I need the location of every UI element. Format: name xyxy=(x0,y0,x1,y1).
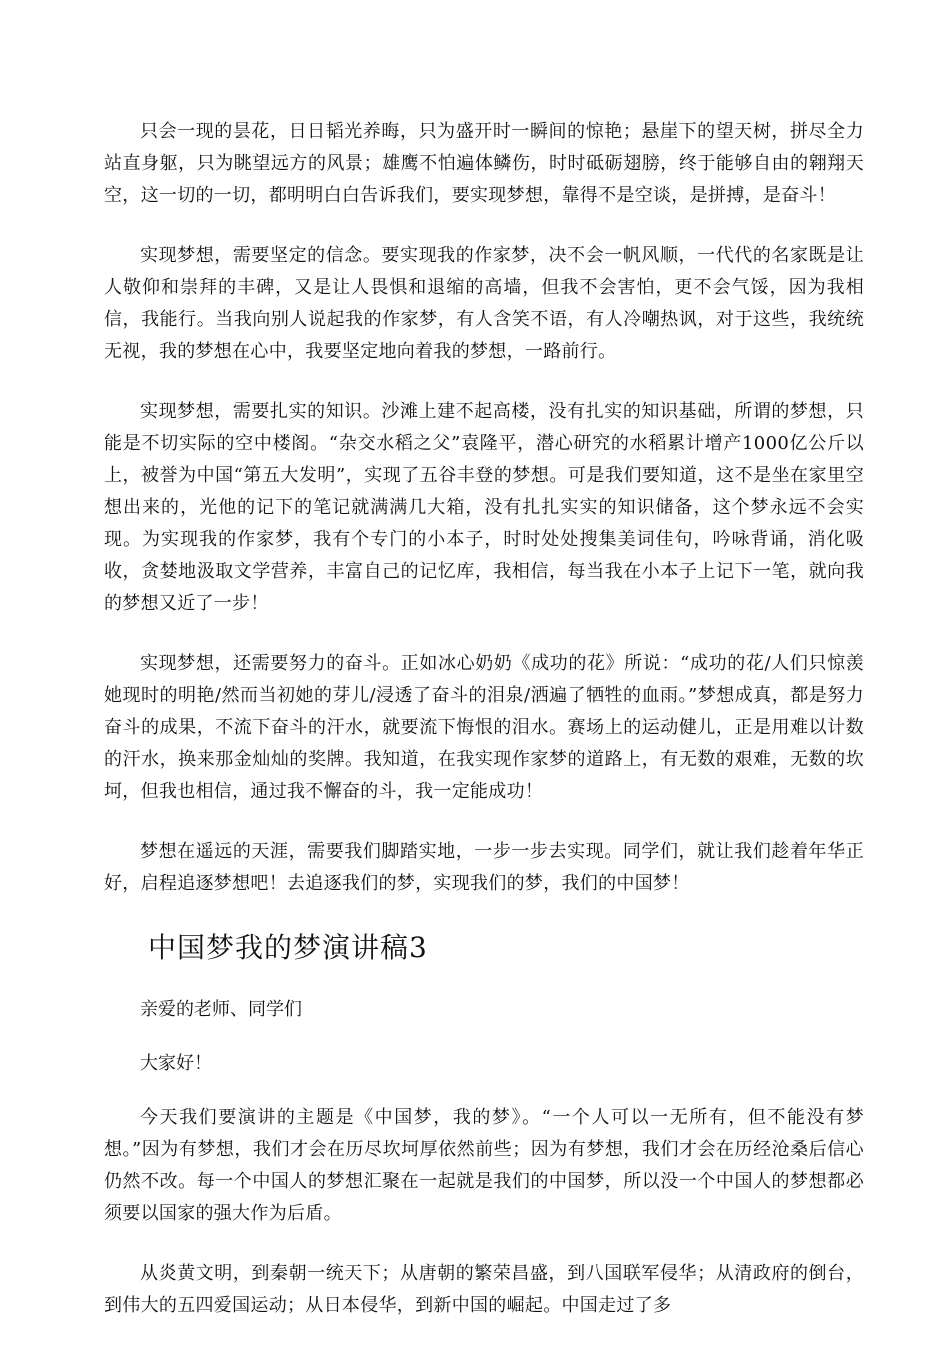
section-heading: 中国梦我的梦演讲稿3 xyxy=(148,931,428,964)
greeting: 大家好！ xyxy=(140,1053,212,1074)
paragraph-tanhua: 只会一现的昙花，日日韬光养晦，只为盛开时一瞬间的惊艳；悬崖下的望天树，拼尽全力站直身躯，只为眺望远方的风景；雄鹰不怕遍体鳞伤，时时砥砺翅膀，终于能够自由的翱翔天空，这一切的一切，都明明白白告诉我们，要实现梦想，靠得不是空谈，是拼搏，是奋斗！ xyxy=(104,121,864,206)
document-page xyxy=(104,116,864,1350)
salutation: 亲爱的老师、同学们 xyxy=(140,999,302,1020)
paragraph-history: 从炎黄文明，到秦朝一统天下；从唐朝的繁荣昌盛，到八国联军侵华；从清政府的倒台，到伟大的五四爱国运动；从日本侵华，到新中国的崛起。中国走过了多 xyxy=(104,1263,864,1316)
paragraph-belief: 实现梦想，需要坚定的信念。要实现我的作家梦，决不会一帆风顺，一代代的名家既是让人敬仰和崇拜的丰碑，又是让人畏惧和退缩的高墙，但我不会害怕，更不会气馁，因为我相信，我能行。当我向别人说起我的作家梦，有人含笑不语，有人冷嘲热讽，对于这些，我统统无视，我的梦想在心中，我要坚定地向着我的梦想，一路前行。 xyxy=(104,245,864,362)
paragraph-conclusion: 梦想在遥远的天涯，需要我们脚踏实地，一步一步去实现。同学们，就让我们趁着年华正好，启程追逐梦想吧！去追逐我们的梦，实现我们的梦，我们的中国梦！ xyxy=(104,841,864,894)
paragraph-struggle: 实现梦想，还需要努力的奋斗。正如冰心奶奶《成功的花》所说：“成功的花/人们只惊羡她现时的明艳/然而当初她的芽儿/浸透了奋斗的泪泉/洒遍了牺牲的血雨。”梦想成真，都是努力奋斗的成果，不流下奋斗的汗水，就要流下悔恨的泪水。赛场上的运动健儿，正是用难以计数的汗水，换来那金灿灿的奖牌。我知道，在我实现作家梦的道路上，有无数的艰难，无数的坎坷，但我也相信，通过我不懈奋的斗，我一定能成功！ xyxy=(104,653,864,802)
paragraph-theme: 今天我们要演讲的主题是《中国梦，我的梦》。“一个人可以一无所有，但不能没有梦想。”因为有梦想，我们才会在历尽坎坷厚依然前些；因为有梦想，我们才会在历经沧桑后信心仍然不改。每一个中国人的梦想汇聚在一起就是我们的中国梦，所以没一个中国人的梦想都必须要以国家的强大作为后盾。 xyxy=(104,1107,864,1224)
paragraph-knowledge: 实现梦想，需要扎实的知识。沙滩上建不起高楼，没有扎实的知识基础，所谓的梦想，只能是不切实际的空中楼阁。“杂交水稻之父”袁隆平，潜心研究的水稻累计增产1000亿公斤以上，被誉为中国“第五大发明”，实现了五谷丰登的梦想。可是我们要知道，这不是坐在家里空想出来的，光他的记下的笔记就满满几大箱，没有扎扎实实的知识储备，这个梦永远不会实现。为实现我的作家梦，我有个专门的小本子，时时处处搜集美词佳句，吟咏背诵，消化吸收，贪婪地汲取文学营养，丰富自己的记忆库，我相信，每当我在小本子上记下一笔，就向我的梦想又近了一步！ xyxy=(104,401,864,614)
